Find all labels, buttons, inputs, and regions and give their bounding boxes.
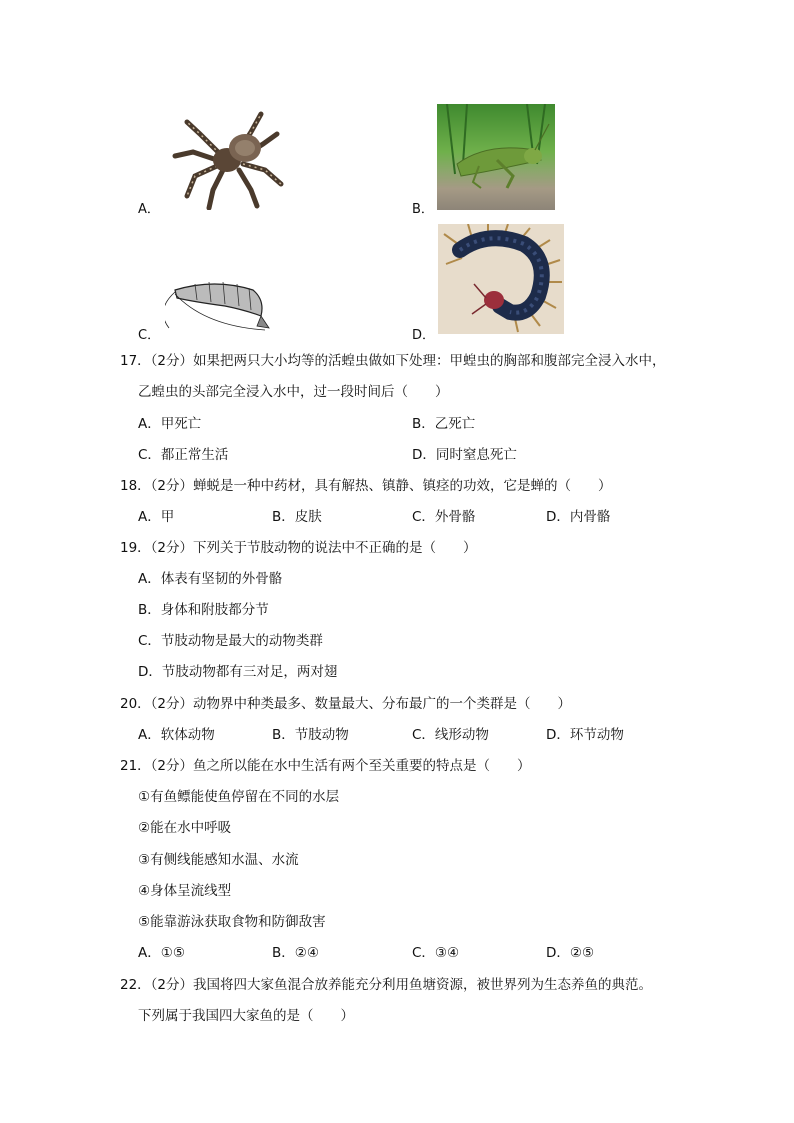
q21-option-c[interactable]: C．③④: [412, 945, 460, 961]
q17-option-a[interactable]: A．甲死亡: [138, 416, 202, 432]
q21-option-b[interactable]: B．②④: [272, 945, 319, 961]
q18-option-a[interactable]: A．甲: [138, 509, 175, 525]
option-d-label[interactable]: D．: [412, 328, 436, 343]
q20-option-d[interactable]: D．环节动物: [546, 727, 624, 743]
grasshopper-image: [437, 104, 555, 210]
q18-stem: 18．（2分）蝉蜕是一种中药材，具有解热、镇静、镇痉的功效，它是蝉的（ ）: [120, 478, 612, 494]
q20-option-a[interactable]: A．软体动物: [138, 727, 215, 743]
q21-stem: 21．（2分）鱼之所以能在水中生活有两个至关重要的特点是（ ）: [120, 758, 531, 774]
q19-option-d[interactable]: D．节肢动物都有三对足，两对翅: [138, 664, 338, 680]
q17-option-b[interactable]: B．乙死亡: [412, 416, 476, 432]
option-b-label[interactable]: B．: [412, 202, 434, 217]
q19-stem: 19．（2分）下列关于节肢动物的说法中不正确的是（ ）: [120, 540, 477, 556]
spider-image: [165, 104, 285, 210]
shrimp-image: [165, 270, 271, 334]
q19-option-b[interactable]: B．身体和附肢都分节: [138, 602, 269, 618]
q17-stem-line1: 17．（2分）如果把两只大小均等的活蝗虫做如下处理：甲蝗虫的胸部和腹部完全浸入水中，: [120, 353, 666, 369]
q20-option-c[interactable]: C．线形动物: [412, 727, 489, 743]
q19-option-a[interactable]: A．体表有坚韧的外骨骼: [138, 571, 283, 587]
q21-option-a[interactable]: A．①⑤: [138, 945, 185, 961]
option-a-label[interactable]: A．: [138, 202, 160, 217]
q22-stem-line1: 22．（2分）我国将四大家鱼混合放养能充分利用鱼塘资源，被世界列为生态养鱼的典范。: [120, 977, 653, 993]
q22-stem-line2: 下列属于我国四大家鱼的是（ ）: [138, 1008, 354, 1024]
q21-option-d[interactable]: D．②⑤: [546, 945, 595, 961]
q21-item-5: ⑤能靠游泳获取食物和防御敌害: [138, 914, 326, 930]
q17-stem-line2: 乙蝗虫的头部完全浸入水中，过一段时间后（ ）: [138, 384, 449, 400]
q18-option-b[interactable]: B．皮肤: [272, 509, 322, 525]
q21-item-3: ③有侧线能感知水温、水流: [138, 852, 299, 868]
centipede-image: [438, 224, 564, 334]
q17-option-c[interactable]: C．都正常生活: [138, 447, 229, 463]
option-c-label[interactable]: C．: [138, 328, 161, 343]
q17-option-d[interactable]: D．同时窒息死亡: [412, 447, 517, 463]
q18-option-d[interactable]: D．内骨骼: [546, 509, 611, 525]
q21-item-1: ①有鱼鳔能使鱼停留在不同的水层: [138, 789, 340, 805]
q19-option-c[interactable]: C．节肢动物是最大的动物类群: [138, 633, 323, 649]
q20-stem: 20．（2分）动物界中种类最多、数量最大、分布最广的一个类群是（ ）: [120, 696, 572, 712]
q21-item-4: ④身体呈流线型: [138, 883, 232, 899]
q21-item-2: ②能在水中呼吸: [138, 820, 232, 836]
q18-option-c[interactable]: C．外骨骼: [412, 509, 476, 525]
q20-option-b[interactable]: B．节肢动物: [272, 727, 349, 743]
